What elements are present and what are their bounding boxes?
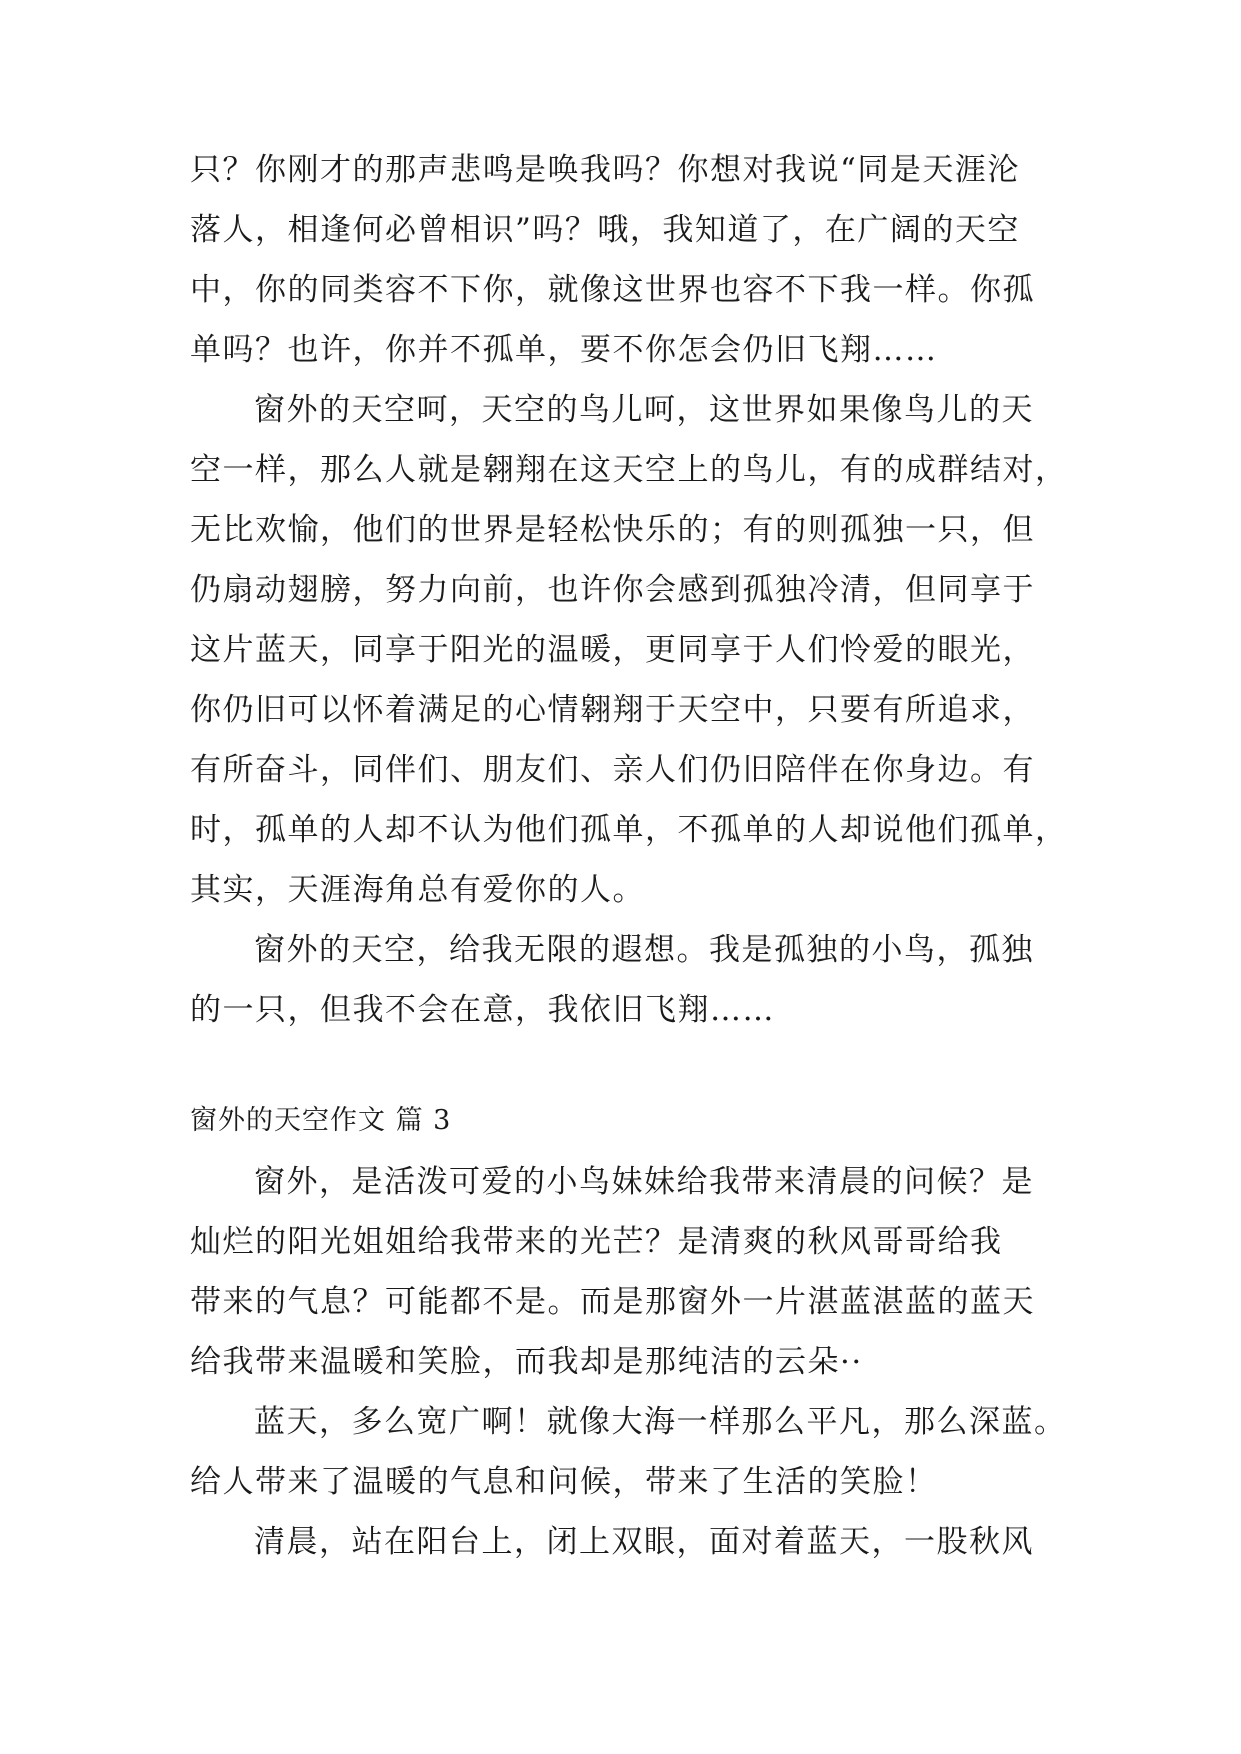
paragraph-1-line-4: 单吗？也许，你并不孤单，要不你怎会仍旧飞翔…… — [190, 332, 938, 368]
paragraph-6-line-1: 清晨，站在阳台上，闭上双眼，面对着蓝天，一股秋风 — [254, 1524, 1034, 1560]
paragraph-5-line-1: 蓝天，多么宽广啊！就像大海一样那么平凡，那么深蓝。 — [254, 1404, 1067, 1440]
paragraph-2-line-7: 有所奋斗，同伴们、朋友们、亲人们仍旧陪伴在你身边。有 — [190, 752, 1035, 788]
paragraph-2-line-4: 仍扇动翅膀，努力向前，也许你会感到孤独冷清，但同享于 — [190, 572, 1035, 608]
paragraph-1-line-3: 中，你的同类容不下你，就像这世界也容不下我一样。你孤 — [190, 272, 1035, 308]
paragraph-3-line-1: 窗外的天空，给我无限的遐想。我是孤独的小鸟，孤独 — [254, 932, 1034, 968]
paragraph-4-line-1: 窗外，是活泼可爱的小鸟妹妹给我带来清晨的问候？是 — [254, 1164, 1034, 1200]
paragraph-3-line-2: 的一只，但我不会在意，我依旧飞翔…… — [190, 992, 775, 1028]
section-heading: 窗外的天空作文 篇 3 — [190, 1105, 452, 1136]
paragraph-2-line-3: 无比欢愉，他们的世界是轻松快乐的；有的则孤独一只，但 — [190, 512, 1035, 548]
paragraph-2-line-1: 窗外的天空呵，天空的鸟儿呵，这世界如果像鸟儿的天 — [254, 392, 1034, 428]
paragraph-2-line-5: 这片蓝天，同享于阳光的温暖，更同享于人们怜爱的眼光， — [190, 632, 1035, 668]
paragraph-2-line-9: 其实，天涯海角总有爱你的人。 — [190, 872, 645, 908]
paragraph-4-line-2: 灿烂的阳光姐姐给我带来的光芒？是清爽的秋风哥哥给我 — [190, 1224, 1003, 1260]
paragraph-2-line-2: 空一样，那么人就是翱翔在这天空上的鸟儿，有的成群结对， — [190, 452, 1068, 488]
paragraph-5-line-2: 给人带来了温暖的气息和问候，带来了生活的笑脸！ — [190, 1464, 938, 1500]
paragraph-4-line-4: 给我带来温暖和笑脸，而我却是那纯洁的云朵·· — [190, 1344, 863, 1380]
paragraph-4-line-3: 带来的气息？可能都不是。而是那窗外一片湛蓝湛蓝的蓝天 — [190, 1284, 1035, 1320]
paragraph-2-line-8: 时，孤单的人却不认为他们孤单，不孤单的人却说他们孤单， — [190, 812, 1068, 848]
paragraph-2-line-6: 你仍旧可以怀着满足的心情翱翔于天空中，只要有所追求， — [190, 692, 1035, 728]
paragraph-1-line-1: 只？你刚才的那声悲鸣是唤我吗？你想对我说“同是天涯沦 — [190, 152, 1020, 188]
paragraph-1-line-2: 落人，相逢何必曾相识”吗？哦，我知道了，在广阔的天空 — [190, 212, 1020, 248]
